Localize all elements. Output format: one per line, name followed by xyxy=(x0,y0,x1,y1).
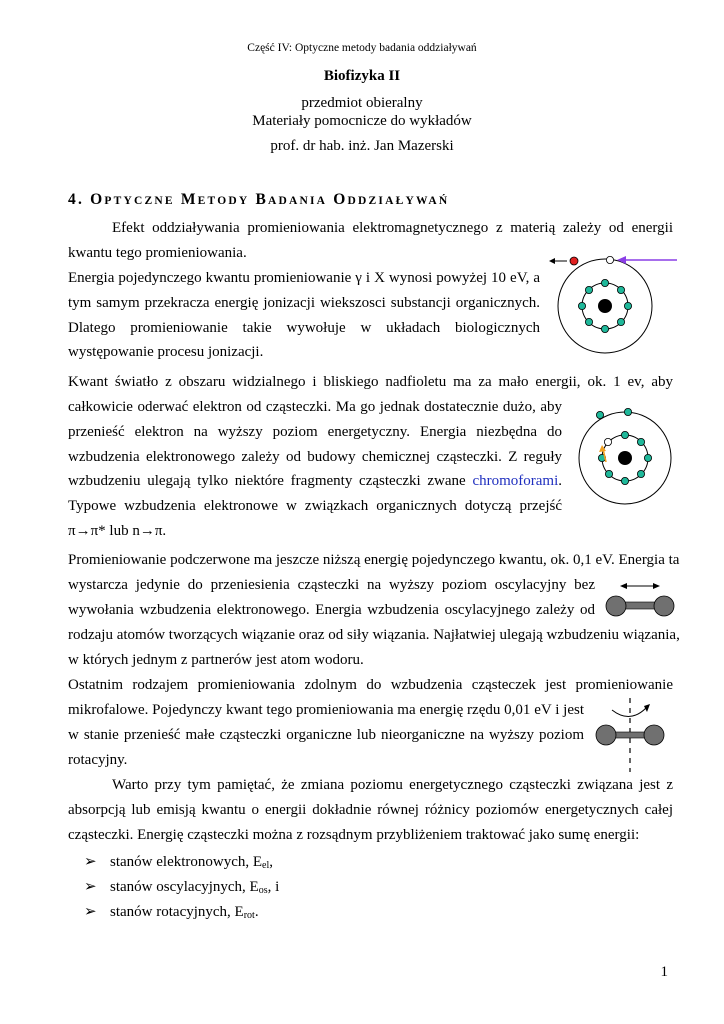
rotation-arrow xyxy=(612,708,646,717)
list-item: ➢ stanów elektronowych, $E_{el}$, xyxy=(84,854,274,871)
electron xyxy=(601,325,608,332)
atom-left xyxy=(596,725,616,745)
electron xyxy=(621,477,628,484)
paragraph-electronic: Kwant światło z obszaru widzialnego i bliskiego nadfioletu ma za mało energii, ok. 1 ev, aby xyxy=(68,374,673,390)
electron xyxy=(601,279,608,286)
electron xyxy=(624,302,631,309)
nucleus xyxy=(618,451,632,465)
paragraph-vibrational-end: rodzaju atomów tworzących wiązanie oraz od siły wiązania. Najłatwiej ulegają wzbudzeniu wiązania, w których jednym z partnerów jest atom wodoru. xyxy=(68,627,680,668)
vacancy xyxy=(604,438,611,445)
electron xyxy=(585,318,592,325)
atom-right xyxy=(654,596,674,616)
electron xyxy=(637,438,644,445)
nucleus xyxy=(598,299,612,313)
atom-left xyxy=(606,596,626,616)
arrow-bullet-icon: ➢ xyxy=(84,904,97,920)
chapter-heading: 4. OPTYCZNE METODY BADANIA ODDZIAŁYWAŃ xyxy=(68,191,450,208)
electron xyxy=(617,286,624,293)
course-title: Biofizyka II xyxy=(323,68,401,84)
electron xyxy=(637,470,644,477)
materials-note: Materiały pomocnicze do wykładów xyxy=(252,113,472,129)
electron xyxy=(605,470,612,477)
list-item: ➢ stanów oscylacyjnych, $E_{os}$, i xyxy=(84,879,280,896)
rotation-diagram xyxy=(590,696,670,776)
electron xyxy=(617,318,624,325)
electron xyxy=(644,454,651,461)
page-number: 1 xyxy=(660,964,668,980)
chromophore-link[interactable]: chromoforami xyxy=(472,473,559,490)
electron xyxy=(596,411,603,418)
arrow-bullet-icon: ➢ xyxy=(84,854,97,870)
list-item: ➢ stanów rotacyjnych, $E_{rot}$. xyxy=(84,904,259,921)
electron xyxy=(621,431,628,438)
electron xyxy=(578,302,585,309)
author: prof. dr hab. inż. Jan Mazerski xyxy=(270,138,454,154)
paragraph-electronic-wrap: całkowicie oderwać elektron od cząsteczki. Ma go jednak dostatecznie dużo, aby przenieść elektron na wyższy poziom energetyczny. Energia niezbędna do wzbudzenia elektronowego zależy od budowy chemicznej cząsteczki. Z reguły wzbudzeniu ulegają tylko niektóre fragmenty cząsteczki zwane chromoforami. Typowe wzbudzenia elektronowe w związkach organicznych dotyczą przejść π→π* lub n→π. xyxy=(68,399,563,539)
arrow-bullet-icon: ➢ xyxy=(84,879,97,895)
paragraph-vibrational-wrap: wystarcza jedynie do przeniesienia cząsteczki na wyższy poziom oscylacyjny bez wywołania wzbudzenia elektronowego. Energia wzbudzenia oscylacyjnego zależy od xyxy=(68,577,595,618)
paragraph-intro: Efekt oddziaływania promieniowania elektromagnetycznego z materią zależy od energii kwantu tego promieniowania. xyxy=(68,220,673,261)
atom-right xyxy=(644,725,664,745)
ionization-diagram xyxy=(545,246,685,356)
chapter-number: 4. xyxy=(68,191,85,208)
paragraph-summary: Warto przy tym pamiętać, że zmiana poziomu energetycznego cząsteczki związana jest z absorpcją lub emisją kwantu o energii dokładnie równej różnicy poziomów energetycznych całej cząsteczki. Energię cząsteczki można z rozsądnym przybliżeniem traktować jako sumę energii: xyxy=(68,777,673,843)
electron xyxy=(585,286,592,293)
paragraph-rotational-wrap: mikrofalowe. Pojedynczy kwant tego promieniowania ma energię rzędu 0,01 eV i jest w stanie przenieść małe cząsteczki organiczne lub nieorganiczne na wyższy poziom rotacyjny. xyxy=(68,702,584,768)
vacancy xyxy=(606,256,613,263)
paragraph-ionization: Energia pojedynczego kwantu promieniowanie γ i X wynosi powyżej 10 eV, a tym samym przekracza energię jonizacji wiekszosci substancji organicznych. Dlatego promieniowanie takie wywołuje w układach biologicznych występowanie procesu jonizacji. xyxy=(68,270,540,361)
running-header: Część IV: Optyczne metody badania oddziaływań xyxy=(247,42,477,54)
paragraph-rotational: Ostatnim rodzajem promieniowania zdolnym do wzbudzenia cząsteczek jest promieniowanie xyxy=(68,677,673,693)
vibration-diagram xyxy=(600,578,680,620)
electron xyxy=(624,408,631,415)
excitation-diagram xyxy=(570,400,680,510)
paragraph-vibrational: Promieniowanie podczerwone ma jeszcze niższą energię pojedynczego kwantu, ok. 0,1 eV. Energia ta xyxy=(68,552,680,568)
ejected-electron xyxy=(570,257,578,265)
course-type: przedmiot obieralny xyxy=(301,95,423,111)
